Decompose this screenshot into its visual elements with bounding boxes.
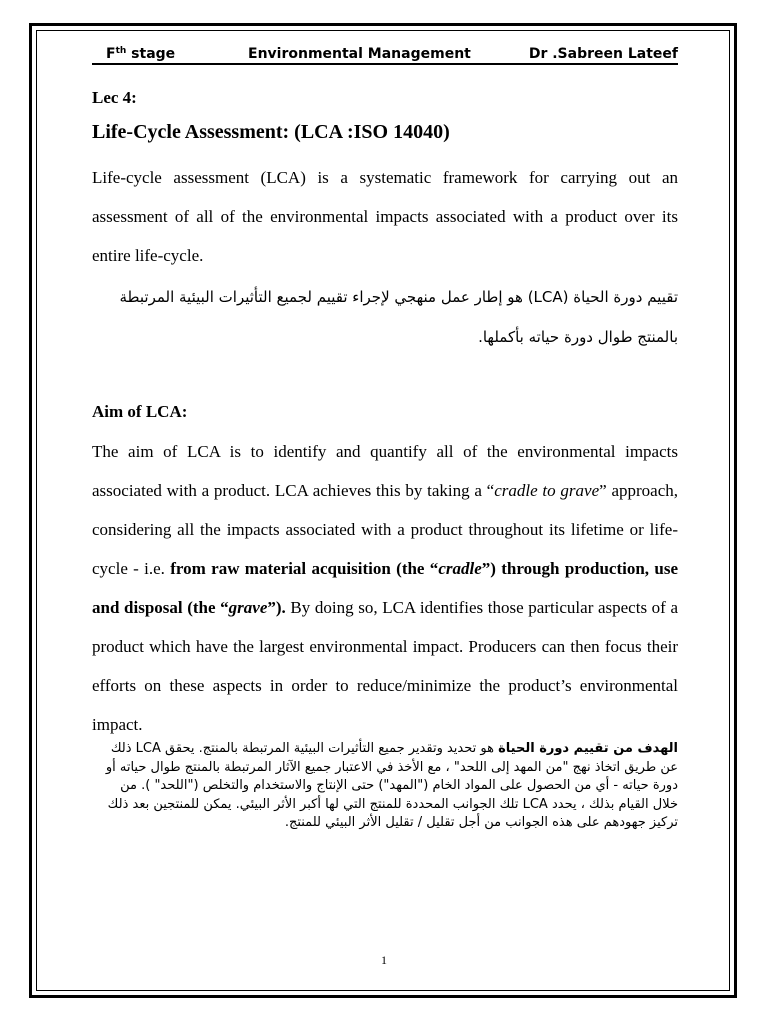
- header-course: Environmental Management: [248, 46, 471, 62]
- header-rule: [92, 63, 678, 65]
- lecture-number: Lec 4:: [92, 88, 137, 107]
- aim-cradle-to-grave: cradle to grave: [494, 481, 600, 500]
- page-header: [92, 42, 678, 64]
- aim-text-h: ”).: [267, 598, 286, 617]
- header-stage: [106, 46, 175, 62]
- aim-arabic-bold: الهدف من تقييم دورة الحياة: [498, 741, 678, 756]
- intro-arabic-paragraph: تقييم دورة الحياة (LCA) هو إطار عمل منهجي لإجراء تقييم لجميع التأثيرات البيئية المرتبطة بالمنتج طوال دورة حياته بأكملها.: [119, 288, 678, 346]
- stage-suffix: stage: [126, 46, 176, 62]
- page-number: 1: [381, 953, 387, 967]
- aim-heading: Aim of LCA:: [92, 402, 188, 421]
- aim-text-i: By doing so, LCA identifies those particular aspects of a product which have the largest environmental impact. Producers can then focus their efforts on these aspects in order to reduce/minimize the product’s environmental impact.: [92, 598, 679, 734]
- aim-text-d: from raw material acquisition (the “: [170, 559, 439, 578]
- stage-sup: th: [115, 46, 127, 56]
- aim-grave: grave: [228, 598, 268, 617]
- aim-text-c: ” approach, considering all the impacts associated with a product throughout its lifetime or life-cycle - i.e.: [92, 481, 679, 578]
- stage-prefix: F: [106, 46, 116, 62]
- aim-arabic-rest: هو تحديد وتقدير جميع التأثيرات البيئية المرتبطة بالمنتج. يحقق LCA ذلك عن طريق اتخاذ نهج "من المهد إلى اللحد" ، مع الأخذ في الاعتبار جميع الآثار المرتبطة بالمنتج طوال حياته أو دورة حياته - أي من الحصول على المواد الخام ("المهد") حتى الإنتاج والاستخدام والتخلص ("اللحد" ). من خلال القيام بذلك ، يحدد LCA تلك الجوانب المحددة للمنتج التي لها أكبر الأثر البيئي. يمكن للمنتجين بعد ذلك تركيز جهودهم على هذه الجوانب من أجل تقليل / تقليل الأثر البيئي للمنتج.: [105, 741, 678, 830]
- intro-paragraph: Life-cycle assessment (LCA) is a systematic framework for carrying out an assessment of all of the environmental impacts associated with a product over its entire life-cycle.: [92, 168, 678, 265]
- aim-cradle: cradle: [438, 559, 482, 578]
- aim-arabic-paragraph: [92, 740, 678, 833]
- header-author: Dr .Sabreen Lateef: [528, 46, 678, 62]
- aim-text-f: ”) through production, use and disposal (the “: [92, 559, 678, 617]
- aim-text-a: The aim of LCA is to identify and quantify all of the environmental impacts associated with a product. LCA achieves this by taking a “: [92, 442, 678, 500]
- page-title: Life-Cycle Assessment: (LCA :ISO 14040): [92, 121, 450, 143]
- aim-paragraph: [92, 432, 678, 744]
